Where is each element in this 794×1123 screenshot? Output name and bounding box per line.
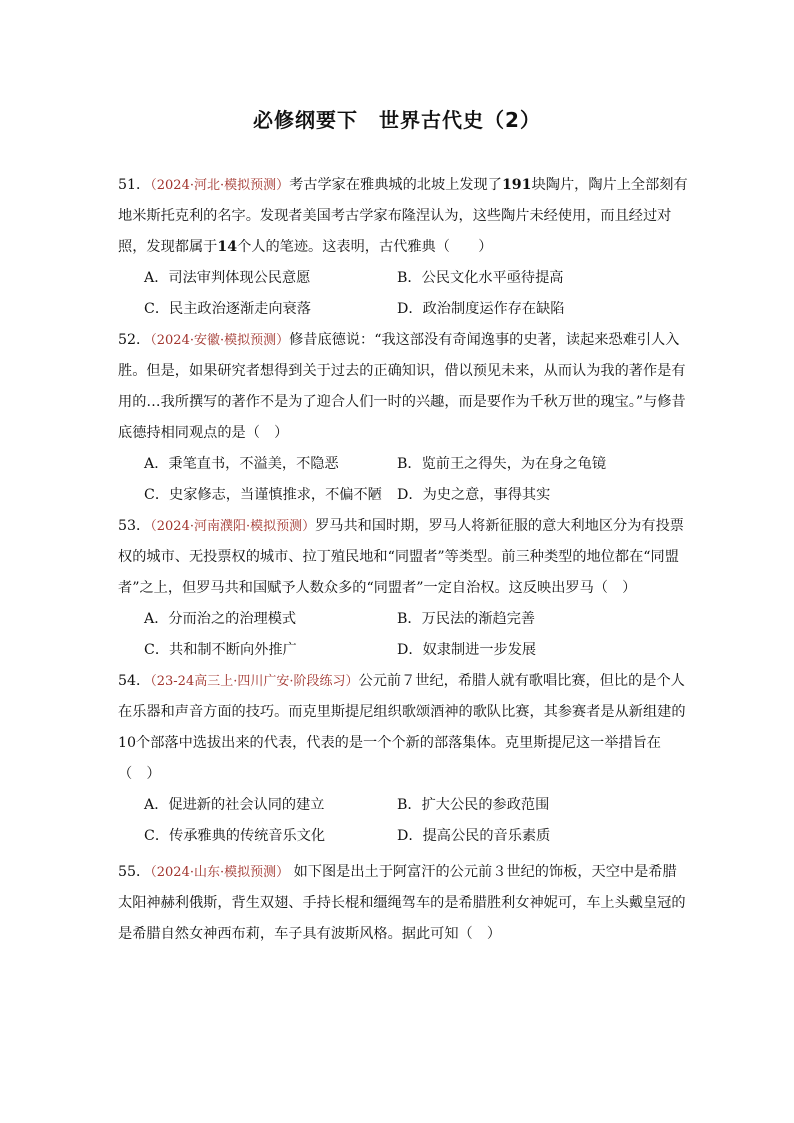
option-c[interactable]: C．共和制不断向外推广 [144,642,297,658]
question-number: 52． [118,332,151,348]
question-53 [118,511,688,666]
options-row [118,294,688,325]
option-a[interactable]: A．司法审判体现公民意愿 [144,270,311,286]
question-stem: 55．（2024·山东·模拟预测） 如下图是出土于阿富汗的公元前３世纪的饰板，天空中是希腊太阳神赫利俄斯，背生双翅、手持长棍和缰绳驾车的是希腊胜利女神妮可，车上头戴皇冠的是希腊自然女神西布莉，车子具有波斯风格。据此可知（ ） [118,864,686,942]
options-row [118,449,688,480]
option-a[interactable]: A．促进新的社会认同的建立 [144,797,325,813]
option-b[interactable]: B．览前王之得失，为在身之龟镜 [397,456,607,472]
option-a[interactable]: A．分而治之的治理模式 [144,611,297,627]
question-52 [118,325,688,511]
question-source: （23-24高三上·四川广安·阶段练习） [150,674,359,689]
option-b[interactable]: B．扩大公民的参政范围 [397,797,550,813]
option-d[interactable]: D．提高公民的音乐素质 [397,828,551,844]
options-row [118,480,688,511]
options-row [118,635,688,666]
question-number: 53． [118,518,151,534]
question-stem: 51．（2024·河北·模拟预测）考古学家在雅典城的北坡上发现了191块陶片，陶片上全部刻有地米斯托克利的名字。发现者美国考古学家布隆涅认为，这些陶片未经使用，而且经过对照，发现都属于14个人的笔迹。这表明，古代雅典（ ） [118,177,688,255]
question-number: 51． [118,177,151,193]
question-number: 55． [118,864,151,880]
option-b[interactable]: B．公民文化水平亟待提高 [397,270,564,286]
option-c[interactable]: C．史家修志，当谨慎推求，不偏不陋 [144,487,382,503]
question-number: 54． [118,673,151,689]
question-54 [118,666,688,852]
question-55 [118,857,688,950]
option-d[interactable]: D．政治制度运作存在缺陷 [397,301,565,317]
options-row [118,821,688,852]
option-c[interactable]: C．民主政治逐渐走向衰落 [144,301,311,317]
question-stem: 54．（23-24高三上·四川广安·阶段练习）公元前７世纪，希腊人就有歌唱比赛，但比的是个人在乐器和声音方面的技巧。而克里斯提尼组织歌颂酒神的歌队比赛，其参赛者是从新组建的10个部落中选拔出来的代表，代表的是一个个新的部落集体。克里斯提尼这一举措旨在（ ） [118,673,686,782]
question-stem: 53．（2024·河南濮阳·模拟预测）罗马共和国时期，罗马人将新征服的意大利地区分为有投票权的城市、无投票权的城市、拉丁殖民地和“同盟者”等类型。前三种类型的地位都在“同盟者”之上，但罗马共和国赋予人数众多的“同盟者”一定自治权。这反映出罗马（ ） [118,518,684,596]
options-row [118,790,688,821]
page-title: 必修纲要下 世界古代史（2） [253,108,541,132]
question-source: （2024·河北·模拟预测） [150,178,290,193]
question-51 [118,170,688,325]
option-b[interactable]: B．万民法的渐趋完善 [397,611,536,627]
question-source: （2024·安徽·模拟预测） [150,333,290,348]
options-row [118,604,688,635]
question-stem: 52．（2024·安徽·模拟预测）修昔底德说：“我这部没有奇闻逸事的史著，读起来恐难引人入胜。但是，如果研究者想得到关于过去的正确知识，借以预见未来，从而认为我的著作是有用的…我所撰写的著作不是为了迎合人们一时的兴趣，而是要作为千秋万世的瑰宝。”与修昔底德持相同观点的是（ ） [118,332,686,441]
options-row [118,263,688,294]
option-d[interactable]: D．奴隶制进一步发展 [397,642,537,658]
question-source: （2024·河南濮阳·模拟预测） [150,519,316,534]
option-a[interactable]: A．秉笔直书，不溢美，不隐恶 [144,456,339,472]
option-c[interactable]: C．传承雅典的传统音乐文化 [144,828,326,844]
option-d[interactable]: D．为史之意，事得其实 [397,487,551,503]
question-source: （2024·山东·模拟预测） [150,865,290,880]
